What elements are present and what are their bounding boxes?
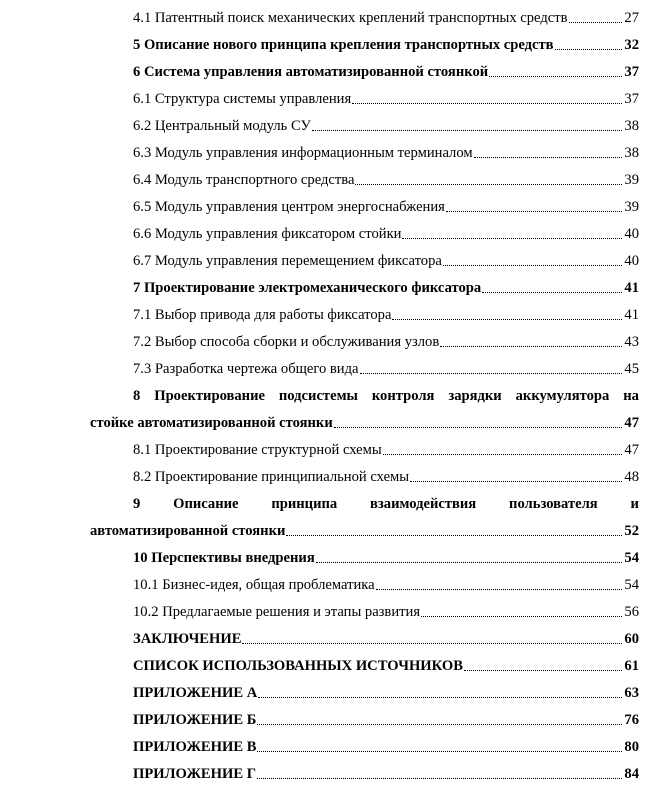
toc-entry-page: 60 <box>624 631 639 647</box>
toc-entry-title: 6.3 Модуль управления информационным терминалом <box>133 145 473 161</box>
toc-entry-page: 40 <box>624 226 639 242</box>
toc-entry-title: стойке автоматизированной стоянки <box>90 415 333 431</box>
toc-entry-appendix-g <box>133 756 639 783</box>
toc-word: на <box>623 388 639 404</box>
dot-leader <box>242 642 622 644</box>
toc-entry-7 <box>133 270 639 297</box>
toc-entry-title: ПРИЛОЖЕНИЕ Г <box>133 766 257 782</box>
dot-leader <box>376 588 623 590</box>
toc-entry-title: 8.2 Проектирование принципиальной схемы <box>133 469 410 485</box>
dot-leader <box>334 426 623 428</box>
toc-entry-title: 7.2 Выбор способа сборки и обслуживания узлов <box>133 334 440 350</box>
dot-leader <box>257 750 622 752</box>
toc-word: 8 <box>133 388 141 404</box>
toc-entry-page: 61 <box>624 658 639 674</box>
toc-word: пользователя <box>509 496 598 512</box>
toc-entry-page: 37 <box>624 91 639 107</box>
toc-word: Проектирование <box>154 388 265 404</box>
toc-entry-7-3 <box>133 351 639 378</box>
toc-entry-page: 39 <box>624 172 639 188</box>
dot-leader <box>360 372 623 374</box>
toc-entry-10-2 <box>133 594 639 621</box>
dot-leader <box>464 669 622 671</box>
dot-leader <box>440 345 622 347</box>
toc-entry-title: 10.2 Предлагаемые решения и этапы развития <box>133 604 421 620</box>
dot-leader <box>421 615 622 617</box>
toc-word: взаимодействия <box>370 496 477 512</box>
toc-entry-page: 56 <box>624 604 639 620</box>
toc-entry-9-line-1 <box>133 486 639 513</box>
toc-entry-page: 32 <box>624 37 639 53</box>
dot-leader <box>474 156 623 158</box>
toc-entry-page: 38 <box>624 118 639 134</box>
toc-entry-6-2 <box>133 108 639 135</box>
toc-entry-6-6 <box>133 216 639 243</box>
toc-entry-page: 54 <box>624 577 639 593</box>
toc-entry-title: 10 Перспективы внедрения <box>133 550 315 566</box>
toc-entry-title: ПРИЛОЖЕНИЕ А <box>133 685 258 701</box>
toc-entry-title: ПРИЛОЖЕНИЕ В <box>133 739 257 755</box>
dot-leader <box>355 183 622 185</box>
toc-entry-title: ЗАКЛЮЧЕНИЕ <box>133 631 242 647</box>
toc-entry-7-2 <box>133 324 639 351</box>
dot-leader <box>352 102 622 104</box>
dot-leader <box>446 210 623 212</box>
toc-entry-page: 54 <box>624 550 639 566</box>
toc-entry-page: 80 <box>624 739 639 755</box>
dot-leader <box>443 264 623 266</box>
dot-leader <box>392 318 622 320</box>
toc-entry-9-line-2 <box>90 513 639 540</box>
toc-entry-title: 5 Описание нового принципа крепления транспортных средств <box>133 37 554 53</box>
toc-entry-title: автоматизированной стоянки <box>90 523 286 539</box>
toc-entry-title: 8.1 Проектирование структурной схемы <box>133 442 382 458</box>
toc-entry-page: 38 <box>624 145 639 161</box>
toc-word: Описание <box>173 496 239 512</box>
dot-leader <box>383 453 623 455</box>
dot-leader <box>258 696 622 698</box>
toc-entry-title: 6.1 Структура системы управления <box>133 91 352 107</box>
toc-entry-7-1 <box>133 297 639 324</box>
toc-entry-conclusion <box>133 621 639 648</box>
toc-entry-title: ПРИЛОЖЕНИЕ Б <box>133 712 257 728</box>
toc-word: принципа <box>271 496 338 512</box>
toc-entry-title: 10.1 Бизнес-идея, общая проблематика <box>133 577 375 593</box>
toc-entry-4-1 <box>133 0 639 27</box>
toc-entry-title: 6.6 Модуль управления фиксатором стойки <box>133 226 402 242</box>
toc-entry-6-1 <box>133 81 639 108</box>
toc-word: зарядки <box>448 388 502 404</box>
toc-entry-title: 6.7 Модуль управления перемещением фиксатора <box>133 253 442 269</box>
toc-entry-title: 6.2 Центральный модуль СУ <box>133 118 311 134</box>
toc-entry-page: 39 <box>624 199 639 215</box>
toc-entry-page: 63 <box>624 685 639 701</box>
toc-entry-title: 6.4 Модуль транспортного средства <box>133 172 355 188</box>
toc-entry-6-5 <box>133 189 639 216</box>
toc-entry-8-line-2 <box>90 405 639 432</box>
dot-leader <box>569 21 623 23</box>
toc-entry-title: 7.1 Выбор привода для работы фиксатора <box>133 307 392 323</box>
dot-leader <box>482 291 622 293</box>
toc-entry-page: 47 <box>624 442 639 458</box>
toc-word: 9 <box>133 496 141 512</box>
dot-leader <box>410 480 622 482</box>
toc-entry-6-3 <box>133 135 639 162</box>
toc-entry-10 <box>133 540 639 567</box>
toc-entry-title: 7 Проектирование электромеханического фиксатора <box>133 280 482 296</box>
toc-entry-8-2 <box>133 459 639 486</box>
toc-entry-8-line-1 <box>133 378 639 405</box>
toc-entry-6-4 <box>133 162 639 189</box>
toc-entry-8-1 <box>133 432 639 459</box>
toc-entry-page: 41 <box>624 307 639 323</box>
dot-leader <box>257 777 622 779</box>
toc-entry-5 <box>133 27 639 54</box>
toc-entry-page: 47 <box>624 415 639 431</box>
toc-word: контроля <box>371 388 435 404</box>
toc-entry-references <box>133 648 639 675</box>
toc-entry-page: 41 <box>624 280 639 296</box>
toc-entry-6 <box>133 54 639 81</box>
toc-entry-page: 40 <box>624 253 639 269</box>
toc-entry-page: 43 <box>624 334 639 350</box>
toc-entry-title: СПИСОК ИСПОЛЬЗОВАННЫХ ИСТОЧНИКОВ <box>133 658 463 674</box>
dot-leader <box>257 723 622 725</box>
toc-entry-title: 7.3 Разработка чертежа общего вида <box>133 361 359 377</box>
toc-entry-page: 45 <box>624 361 639 377</box>
dot-leader <box>402 237 622 239</box>
toc-entry-page: 48 <box>624 469 639 485</box>
toc-word: и <box>630 496 639 512</box>
toc-entry-title: 6 Система управления автоматизированной стоянкой <box>133 64 489 80</box>
toc-entry-page: 27 <box>624 10 639 26</box>
dot-leader <box>286 534 622 536</box>
toc-word: аккумулятора <box>515 388 610 404</box>
dot-leader <box>316 561 623 563</box>
dot-leader <box>555 48 623 50</box>
toc-entry-page: 84 <box>624 766 639 782</box>
toc-entry-10-1 <box>133 567 639 594</box>
toc-entry-6-7 <box>133 243 639 270</box>
toc-entry-page: 76 <box>624 712 639 728</box>
toc-entry-page: 52 <box>624 523 639 539</box>
toc-entry-title: 6.5 Модуль управления центром энергоснабжения <box>133 199 445 215</box>
toc-entry-appendix-a <box>133 675 639 702</box>
dot-leader <box>489 75 622 77</box>
dot-leader <box>312 129 623 131</box>
toc-entry-appendix-b <box>133 702 639 729</box>
toc-entry-page: 37 <box>624 64 639 80</box>
toc-word: подсистемы <box>278 388 358 404</box>
toc-entry-title: 4.1 Патентный поиск механических креплений транспортных средств <box>133 10 568 26</box>
toc-entry-appendix-v <box>133 729 639 756</box>
